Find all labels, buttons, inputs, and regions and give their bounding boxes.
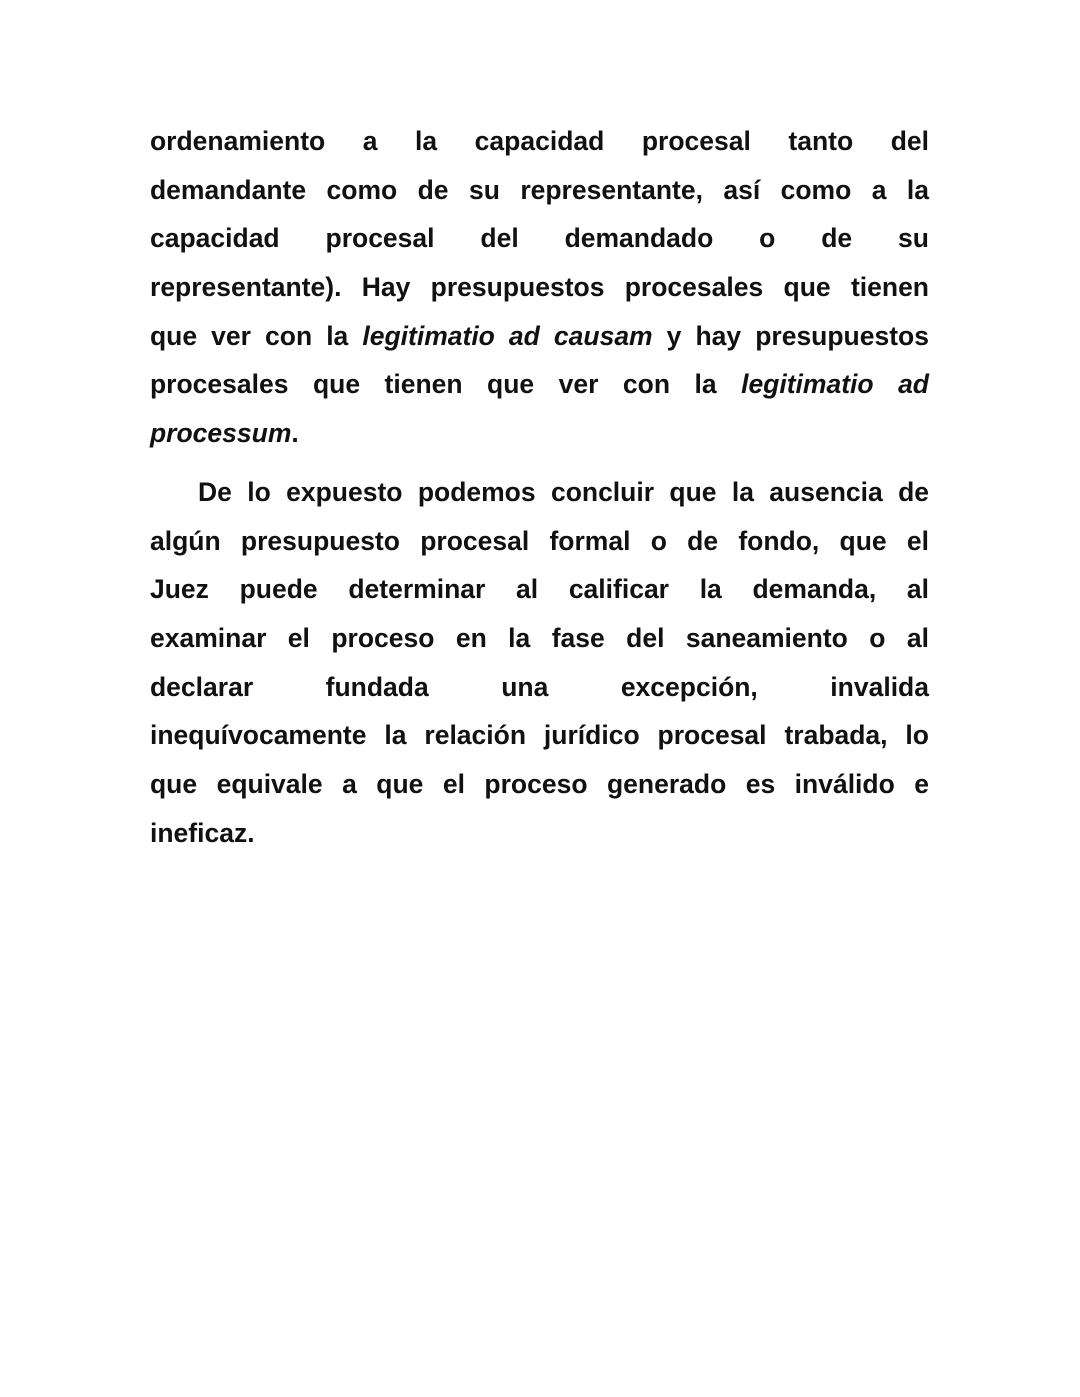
text-line — [150, 614, 929, 663]
text-segment: que equivale a que el proceso generado es inválido e — [150, 769, 929, 800]
text-segment: . — [291, 418, 299, 449]
text-segment: inequívocamente la relación jurídico procesal trabada, lo — [150, 720, 929, 751]
text-segment: capacidad procesal del demandado o de su — [150, 223, 929, 254]
italic-text: processum — [150, 418, 292, 449]
text-segment: Juez puede determinar al calificar la demanda, al — [150, 574, 929, 605]
text-line — [150, 711, 929, 760]
text-line — [150, 312, 929, 361]
text-line — [150, 360, 929, 409]
text-line — [150, 809, 929, 858]
text-line — [150, 117, 929, 166]
text-segment: De lo expuesto podemos concluir que la ausencia de — [198, 477, 929, 507]
text-line — [150, 663, 929, 712]
text-line — [150, 760, 929, 809]
text-segment: y hay presupuestos — [652, 320, 929, 351]
text-line — [150, 517, 929, 566]
text-segment: ineficaz. — [150, 817, 255, 848]
text-line — [150, 263, 929, 312]
italic-text: legitimatio ad causam — [362, 320, 653, 351]
text-segment: examinar el proceso en la fase del saneamiento o al — [150, 623, 929, 654]
text-line — [150, 214, 929, 263]
text-line — [150, 468, 929, 517]
paragraph-2 — [150, 468, 929, 858]
text-segment: declarar fundada una excepción, invalida — [150, 671, 929, 702]
text-segment: representante). Hay presupuestos procesales que tienen — [150, 272, 929, 303]
text-segment: algún presupuesto procesal formal o de fondo, que el — [150, 525, 929, 556]
text-line — [150, 409, 929, 458]
italic-text: legitimatio ad — [741, 369, 929, 400]
text-segment: procesales que tienen que ver con la — [150, 369, 742, 400]
text-line — [150, 166, 929, 215]
text-line — [150, 565, 929, 614]
text-segment: que ver con la — [150, 320, 363, 351]
paragraph-1 — [150, 117, 929, 458]
text-segment: demandante como de su representante, así como a la — [150, 174, 929, 205]
text-segment: ordenamiento a la capacidad procesal tanto del — [150, 126, 929, 156]
